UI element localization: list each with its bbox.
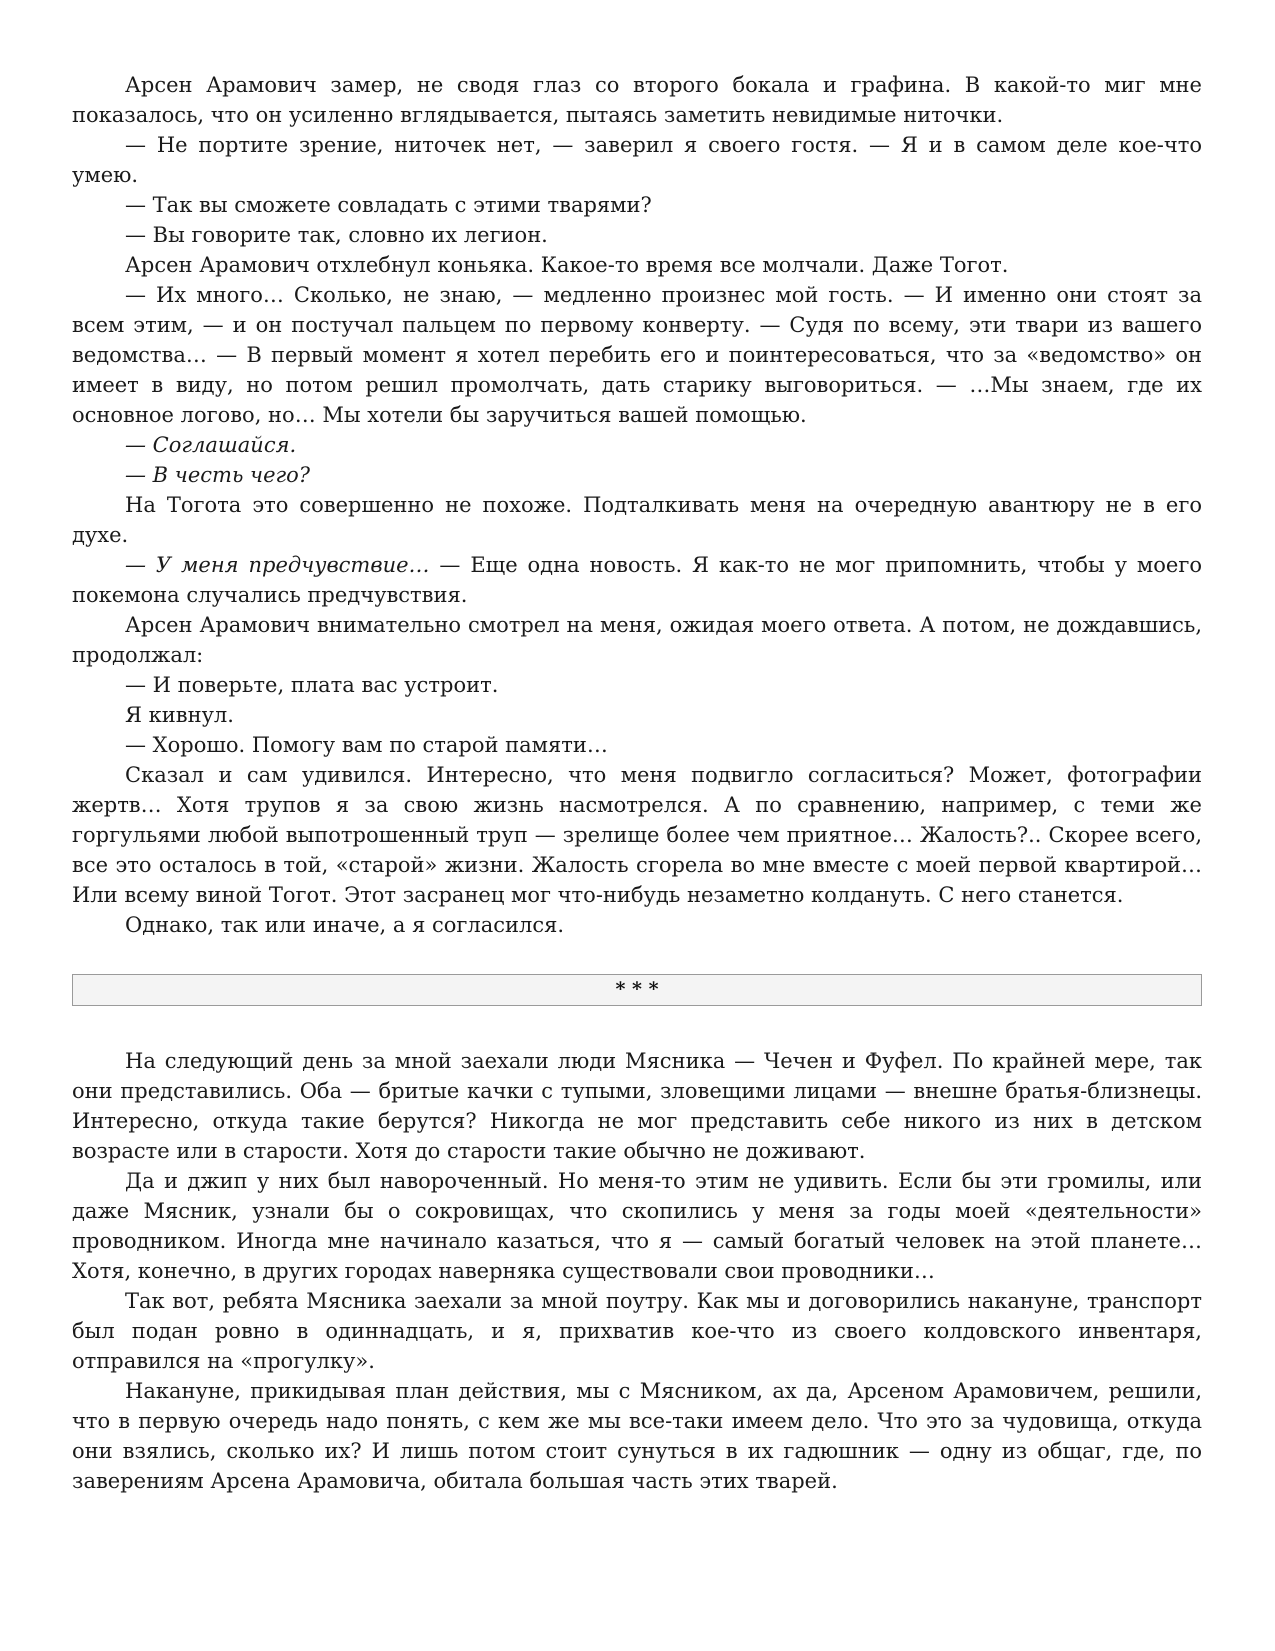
dialogue-line: — Вы говорите так, словно их легион. [125, 223, 548, 247]
paragraph: Сказал и сам удивился. Интересно, что меня подвигло согласиться? Может, фотографии жертв… Хотя трупов я за свою жизнь насмотрелся. А по сравнению, например, с теми же горгульями любой выпотрошенный труп — зрелище более чем приятное… Жалость?.. Скорее всего, все это осталось в той, «старой» жизни. Жалость сгорела во мне вместе с моей первой квартирой… Или всему виной Тогот. Этот засранец мог что-нибудь незаметно колдануть. С него станется. [72, 763, 1202, 907]
paragraph: Накануне, прикидывая план действия, мы с Мясником, ах да, Арсеном Арамовичем, решили, что в первую очередь надо понять, с кем же мы все-таки имеем дело. Что это за чудовища, откуда они взялись, сколько их? И лишь потом стоит сунуться в их гадюшник — одну из общаг, где, по заверениям Арсена Арамовича, обитала большая часть этих тварей. [72, 1379, 1202, 1493]
dialogue-line: — Не портите зрение, ниточек нет, — заверил я своего гостя. — Я и в самом деле кое-что умею. [72, 133, 1202, 187]
paragraph: Арсен Арамович отхлебнул коньяка. Какое-то время все молчали. Даже Тогот. [125, 253, 1009, 277]
paragraph: Да и джип у них был навороченный. Но меня-то этим не удивить. Если бы эти громилы, или даже Мясник, узнали бы о сокровищах, что скопились у меня за годы моей «деятельности» проводником. Иногда мне начинало казаться, что я — самый богатый человек на этой планете… Хотя, конечно, в других городах наверняка существовали свои проводники… [72, 1169, 1202, 1283]
paragraph: На Тогота это совершенно не похоже. Подталкивать меня на очередную авантюру не в его духе. [72, 493, 1202, 547]
document-page [72, 70, 1202, 1496]
italic-dialogue-line [72, 430, 1202, 460]
paragraph: Однако, так или иначе, а я согласился. [125, 913, 565, 937]
paragraph: Арсен Арамович замер, не сводя глаз со второго бокала и графина. В какой-то миг мне показалось, что он усиленно вглядывается, пытаясь заметить невидимые ниточки. [72, 73, 1202, 127]
paragraph: Я кивнул. [125, 703, 234, 727]
section-2 [72, 1046, 1202, 1496]
paragraph: Арсен Арамович внимательно смотрел на меня, ожидая моего ответа. А потом, не дождавшись, продолжал: [72, 613, 1202, 667]
paragraph: На следующий день за мной заехали люди Мясника — Чечен и Фуфел. По крайней мере, так они представились. Оба — бритые качки с тупыми, зловещими лицами — внешне братья-близнецы. Интересно, откуда такие берутся? Никогда не мог представить себе никого из них в детском возрасте или в старости. Хотя до старости такие обычно не доживают. [72, 1049, 1202, 1163]
regular-text: — Еще одна новость. Я как-то не мог припомнить, чтобы у моего покемона случались предчувствия. [72, 553, 1202, 607]
italic-text: — У меня предчувствие… [125, 553, 430, 577]
italic-text: — Соглашайся. [125, 433, 297, 457]
italic-text: — В честь чего? [125, 463, 311, 487]
dialogue-line: — Так вы сможете совладать с этими тварями? [125, 193, 652, 217]
dialogue-line: — И поверьте, плата вас устроит. [125, 673, 499, 697]
mixed-dialogue-line [72, 550, 1202, 610]
dialogue-line: — Хорошо. Помогу вам по старой памяти… [125, 733, 608, 757]
italic-dialogue-line [72, 460, 1202, 490]
paragraph: Так вот, ребята Мясника заехали за мной поутру. Как мы и договорились накануне, транспорт был подан ровно в одиннадцать, и я, прихватив кое-что из своего колдовского инвентаря, отправился на «прогулку». [72, 1289, 1202, 1373]
section-separator: * * * [72, 974, 1202, 1006]
section-1 [72, 70, 1202, 940]
dialogue-line: — Их много… Сколько, не знаю, — медленно произнес мой гость. — И именно они стоят за всем этим, — и он постучал пальцем по первому конверту. — Судя по всему, эти твари из вашего ведомства… — В первый момент я хотел перебить его и поинтересоваться, что за «ведомство» он имеет в виду, но потом решил промолчать, дать старику выговориться. — …Мы знаем, где их основное логово, но… Мы хотели бы заручиться вашей помощью. [72, 283, 1202, 427]
